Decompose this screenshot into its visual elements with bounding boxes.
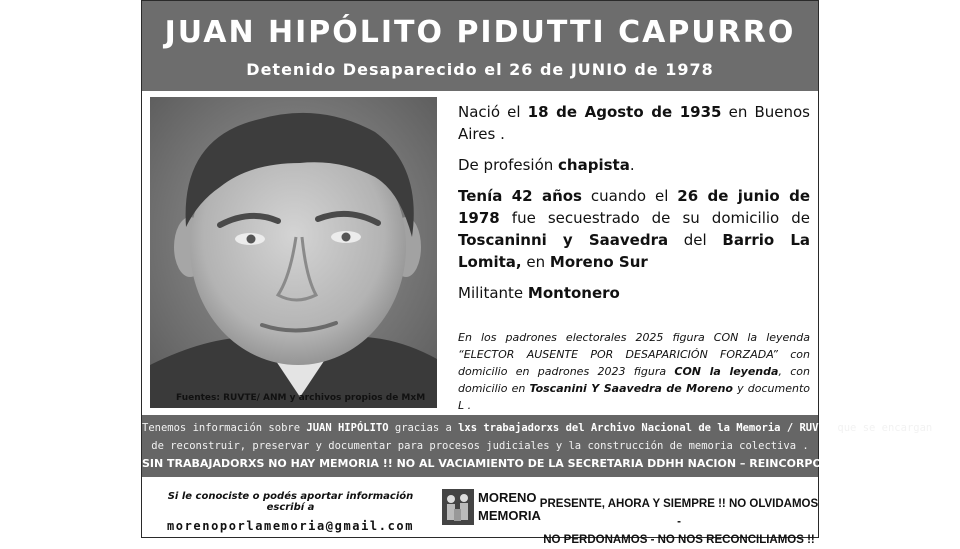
bio-text: . [629,156,635,174]
poster-header [142,1,818,91]
moreno-por-la-memoria-logo [442,489,541,529]
address: Toscaninni y Saavedra [458,231,669,249]
slogan-line-1: PRESENTE, AHORA Y SIEMPRE !! NO OLVIDAMOS - [539,498,819,528]
birth-paragraph [458,101,810,145]
organization: Montonero [527,284,620,302]
credits-demand: SIN TRABAJADORXS NO HAY MEMORIA !! NO AL VACIAMIENTO DE LA SECRETARIA DDHH NACION – REINCORPORACION YA !! [142,457,903,470]
credits-text: que se encargan [831,422,933,434]
bio-text: Nació el [458,103,528,121]
note-text: y documento L . [458,382,811,412]
credits-line-2: de reconstruir, preservar y documentar para procesos judiciales y la construcción de memoria colectiva . [151,440,809,452]
bio-text: Militante [458,284,528,302]
kidnap-date: 26 de junio de 1978 [458,187,811,227]
neighborhood: Barrio La Lomita, [458,231,810,271]
note-text: En los padrones electorales 2025 figura CON la leyenda “ELECTOR AUSENTE POR DESAPARICIÓN FORZADA” con domicilio en padrones 2023 figura [458,331,810,378]
bio-text: De profesión [458,156,559,174]
slogan [538,495,820,549]
bio-text: del [668,231,723,249]
contact-email[interactable]: morenoporlamemoria@gmail.com [166,519,415,533]
militancy-paragraph [458,282,810,304]
birth-date: 18 de Agosto de 1935 [527,103,722,121]
slogan-line-2: NO PERDONAMOS - NO NOS RECONCILIAMOS !! [543,534,815,546]
contact-prompt: Si le conociste o podés aportar información escribí a [167,491,414,513]
bio-text: cuando el [582,187,678,205]
bio-text: fue secuestrado de su domicilio de [499,209,810,227]
contact-block [148,491,433,533]
logo-mark-icon [442,489,474,525]
electoral-note [458,329,810,414]
profession-paragraph [458,154,810,176]
credits-name: JUAN HIPÓLITO [306,422,389,434]
locality: Moreno Sur [549,253,648,271]
person-name: JUAN HIPÓLITO PIDUTTI CAPURRO [164,15,796,50]
age: Tenía 42 años [458,187,582,205]
portrait-image [150,97,437,408]
kidnapping-paragraph [458,185,810,273]
bio-text: en [521,253,550,271]
logo-text-bottom: MEMORIA [478,508,541,523]
note-text: , con domicilio en [458,365,810,395]
memorial-poster [141,0,933,546]
credits-line-1 [142,422,933,434]
biography [458,101,810,313]
portrait-photo [150,97,437,408]
photo-source-caption: Fuentes: RUVTE/ ANM y archivos propios de MxM [176,393,426,403]
logo-text-top: MORENO [478,490,537,505]
note-address: Toscanini Y Saavedra de Moreno [529,382,733,395]
disappearance-date: Detenido Desaparecido el 26 de JUNIO de 1978 [246,60,714,79]
credits-text: gracias a [388,422,459,434]
bio-text: en Buenos Aires . [458,103,810,143]
note-emphasis: CON la leyenda [674,365,779,378]
credits-text: Tenemos información sobre [142,422,307,434]
profession: chapista [558,156,630,174]
credits-archive: lxs trabajadorxs del Archivo Nacional de la Memoria / RUVTE [458,422,832,434]
credits-band [142,415,933,477]
